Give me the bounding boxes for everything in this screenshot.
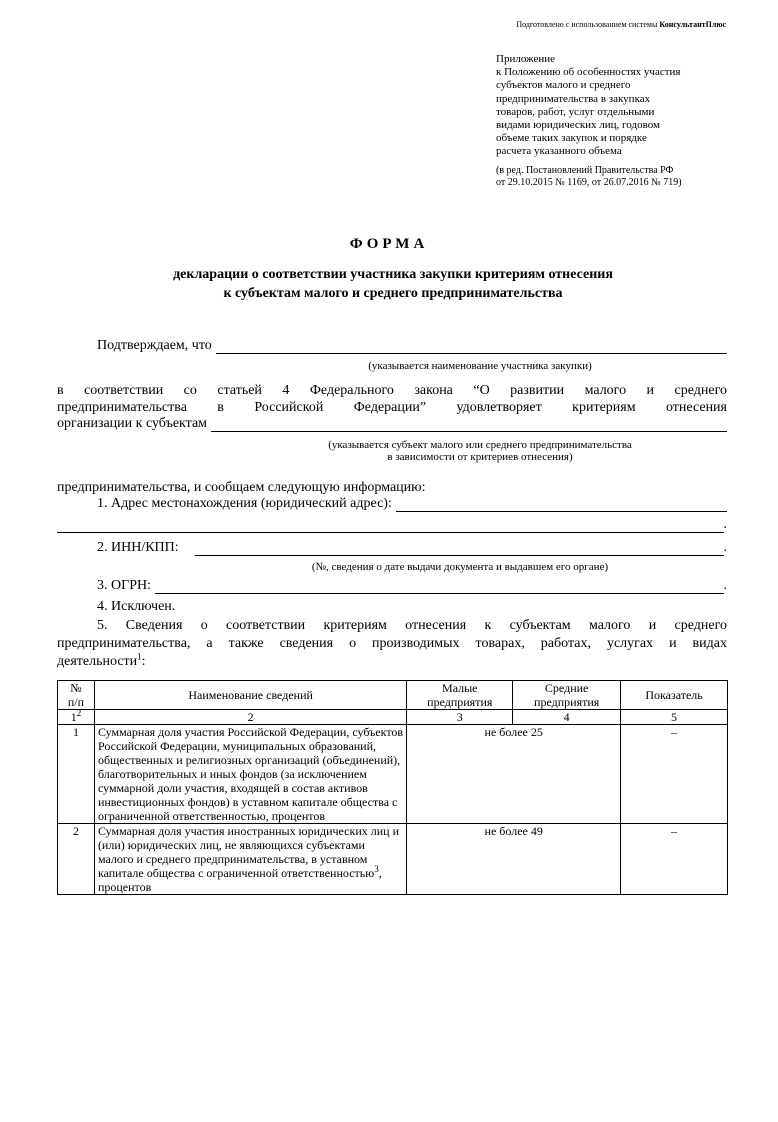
row-indicator: – [621, 725, 728, 824]
address-row [57, 496, 727, 512]
col-small-header: Малые предприятия [407, 681, 513, 710]
ogrn-label: 3. ОГРН: [97, 578, 151, 593]
col-number: $1^2$ [58, 710, 95, 725]
inn-field[interactable] [195, 541, 724, 556]
col-number: 5 [621, 710, 728, 725]
col-num-header: № п/п [58, 681, 95, 710]
participant-name-field[interactable] [216, 339, 727, 354]
subtitle-line: к субъектам малого и среднего предпринимательства [223, 286, 563, 301]
confirm-row [57, 338, 727, 354]
subject-caption [230, 439, 730, 463]
period: . [723, 517, 727, 532]
col-number: 2 [94, 710, 406, 725]
form-title: ФОРМА [349, 236, 429, 252]
ogrn-field[interactable] [155, 579, 724, 594]
row-name: Суммарная доля участия иностранных юридических лиц и (или) юридических лиц, не являющихся субъектами малого и среднего предпринимательства, в уставном капитале общества с ограниченной ответственностью$^3$, процентов [94, 824, 406, 895]
col-name-header: Наименование сведений [94, 681, 406, 710]
amendment-line: (в ред. Постановлений Правительства РФ [496, 164, 674, 176]
law-line-3: организации к субъектам [57, 416, 208, 431]
item-4: 4. Исключен. [97, 599, 176, 614]
prepared-prefix: Подготовлено с использованием системы [516, 20, 658, 29]
subject-caption-line: (указывается субъект малого или среднего предпринимательства [328, 439, 632, 451]
amendment-note [496, 165, 736, 190]
appendix-line: товаров, работ, услуг отдельными [496, 105, 655, 118]
subject-row [57, 416, 727, 432]
row-num: 2 [58, 824, 95, 895]
row-name: Суммарная доля участия Российской Федерации, субъектов Российской Федерации, муниципальных образований, общественных и религиозных организаций (объединений), благотворительных и иных фондов (за исключением суммарной доли участия, входящей в состав активов инвестиционных фондов) в уставном капитале общества с ограниченной ответственностью, процентов [94, 725, 406, 824]
amendment-line: от 29.10.2015 № 1169, от 26.07.2016 № 719) [496, 177, 682, 189]
period: . [723, 540, 727, 555]
appendix-line: расчета указанного объема [496, 145, 622, 158]
footnote-mark: 1 [137, 651, 142, 662]
ogrn-row [57, 578, 727, 594]
item-5-line-1: 5. Сведения о соответствии критериям отнесения к субъектам малого и среднего [97, 618, 727, 633]
column-number-row [58, 710, 728, 725]
appendix-line: к Положению об особенностях участия [496, 66, 681, 79]
row-num: 1 [58, 725, 95, 824]
confirm-caption: (указывается наименование участника закупки) [368, 360, 592, 372]
address-row-2 [57, 517, 727, 533]
inform-line: предпринимательства, и сообщаем следующую информацию: [57, 480, 426, 495]
subject-type-field[interactable] [211, 417, 727, 432]
system-name: КонсультантПлюс [659, 20, 726, 29]
law-line-2: предпринимательства в Российской Федерации” удовлетворяет критериям отнесения [57, 400, 727, 415]
table-row [58, 725, 728, 824]
item-5-line-3-text: деятельности [57, 654, 138, 669]
col-indicator-header: Показатель [621, 681, 728, 710]
col-number: 4 [513, 710, 621, 725]
row-indicator: – [621, 824, 728, 895]
item-5-line-2: предпринимательства, а также сведения о производимых товарах, работах, услугах и видах [57, 636, 727, 651]
address-field[interactable] [396, 497, 727, 512]
form-subtitle [60, 265, 726, 303]
appendix-line: объеме таких закупок и порядке [496, 132, 647, 145]
appendix-line: предпринимательства в закупках [496, 92, 651, 105]
table-header-row [58, 681, 728, 710]
prepared-by-note [516, 20, 726, 29]
inn-caption: (№, сведения о дате выдачи документа и выдавшем его органе) [311, 561, 609, 573]
subtitle-line: декларации о соответствии участника закупки критериям отнесения [173, 267, 613, 282]
item-5-line-3: деятельности$^1$: [57, 651, 146, 669]
inn-row [57, 540, 727, 556]
row-limit: не более 49 [407, 824, 621, 895]
appendix-block [496, 53, 736, 190]
confirm-label: Подтверждаем, что [97, 338, 212, 353]
subject-caption-line: в зависимости от критериев отнесения) [387, 451, 573, 463]
address-label: 1. Адрес местонахождения (юридический адрес): [97, 496, 392, 511]
table-row [58, 824, 728, 895]
col-medium-header: Средние предприятия [513, 681, 621, 710]
appendix-line: видами юридических лиц, годовом [496, 119, 660, 132]
inn-label: 2. ИНН/КПП: [97, 540, 179, 555]
row-limit: не более 25 [407, 725, 621, 824]
law-line-1: в соответствии со статьей 4 Федерального закона “О развитии малого и среднего [57, 383, 727, 398]
address-field-2[interactable] [57, 518, 724, 533]
criteria-table [57, 680, 728, 895]
col-number: 3 [407, 710, 513, 725]
appendix-line: Приложение [496, 53, 556, 65]
period: . [723, 578, 727, 593]
appendix-line: субъектов малого и среднего [496, 79, 631, 92]
